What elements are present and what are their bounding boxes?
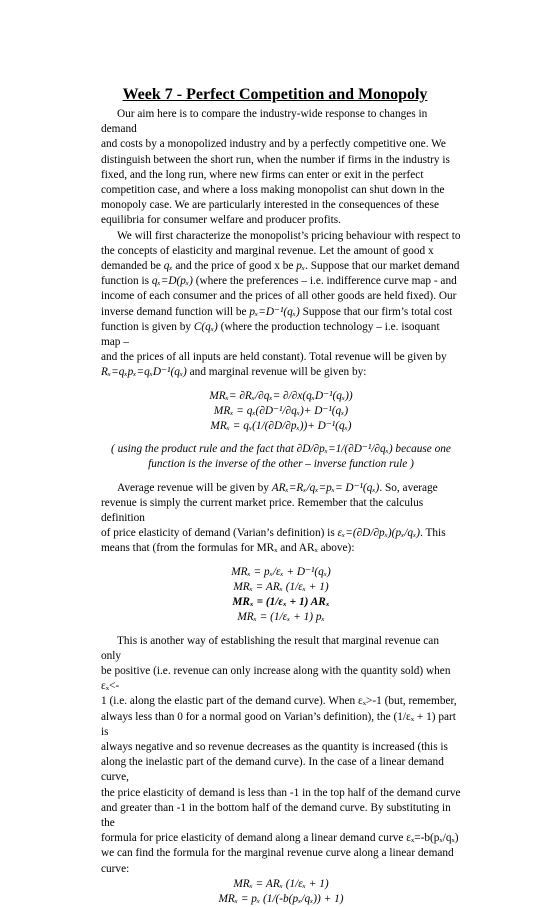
- text-line: we can find the formula for the marginal revenue curve along a linear demand: [101, 847, 454, 860]
- text-line: fixed, and the long run, where new firms can enter or exit in the perfect: [101, 168, 424, 181]
- text-line: the price elasticity of demand is less than -1 in the top half of the demand curve: [101, 786, 461, 799]
- text-line: of price elasticity of demand (Varian’s definition) is εₓ=(∂D/∂pₓ)(pₓ/qₓ). This: [101, 527, 446, 540]
- monopoly-paragraph: [101, 229, 461, 381]
- text-line: demanded be qₓ and the price of good x be pₓ. Suppose that our market demand: [101, 260, 460, 273]
- text-line: Our aim here is to compare the industry-wide response to changes in demand: [101, 108, 428, 136]
- marginal-revenue-equations: [101, 389, 461, 435]
- text-line: income of each consumer and the prices of all other goods are held fixed). Our: [101, 290, 457, 303]
- text-line: formula for price elasticity of demand along a linear demand curve εₓ=-b(pₓ/qₓ): [101, 832, 459, 845]
- average-revenue-paragraph: [101, 481, 461, 557]
- text-line: and costs by a monopolized industry and by a perfectly competitive one. We: [101, 138, 446, 151]
- text-line: inverse demand function will be pₓ=D⁻¹(qₓ) Suppose that our firm’s total cost: [101, 305, 453, 318]
- text-line: along the inelastic part of the demand curve). In the case of a linear demand curve,: [101, 756, 444, 784]
- note-line: function is the inverse of the other – inverse function rule ): [148, 458, 414, 471]
- inverse-rule-note: [101, 442, 461, 472]
- text-line: equilibria for consumer welfare and producer profits.: [101, 214, 341, 227]
- text-line: be positive (i.e. revenue can only increase along with the quantity sold) when εₓ<-: [101, 664, 451, 693]
- equation: MRₓ = (1/εₓ + 1) pₓ: [237, 611, 325, 624]
- text-line: Average revenue will be given by ARₓ=Rₓ/qₓ=pₓ= D⁻¹(qₓ). So, average: [117, 481, 438, 494]
- text-line: means that (from the formulas for MRₓ and ARₓ above):: [101, 542, 355, 555]
- equation: MRₓ = ARₓ (1/εₓ + 1): [233, 877, 329, 890]
- text-line: always less than 0 for a normal good on Varian’s definition), the (1/εₓ + 1) part is: [101, 710, 456, 738]
- text-line: 1 (i.e. along the elastic part of the demand curve). When εₓ>-1 (but, remember,: [101, 695, 457, 708]
- text-line: function is given by C(qₓ) (where the production technology – i.e. isoquant map –: [101, 320, 440, 349]
- text-line: curve:: [101, 862, 130, 875]
- equation: MRₓ = pₓ/εₓ + D⁻¹(qₓ): [231, 565, 331, 578]
- equation: MRₓ = qₓ(1/(∂D/∂pₓ))+ D⁻¹(qₓ): [210, 420, 352, 433]
- text-line: This is another way of establishing the result that marginal revenue can only: [101, 634, 439, 662]
- text-line: Rₓ=qₓpₓ=qₓD⁻¹(qₓ) and marginal revenue will be given by:: [101, 366, 367, 379]
- text-line: monopoly case. We are particularly interested in the consequences of these: [101, 199, 439, 212]
- equation: MRₓ = pₓ (1/(-b(pₓ/qₓ)) + 1): [218, 892, 344, 905]
- text-line: function is qₓ=D(pₓ) (where the preferences – i.e. indifference curve map - and: [101, 275, 457, 288]
- document-body: [101, 107, 461, 907]
- intro-paragraph: [101, 107, 461, 229]
- elasticity-equations: [101, 565, 461, 626]
- equation: MRₓ= ∂Rₓ/∂qₓ= ∂/∂x(qₓD⁻¹(qₓ)): [209, 389, 353, 402]
- text-line: and greater than -1 in the bottom half of the demand curve. By substituting in the: [101, 801, 451, 829]
- equation: MRₓ = ARₓ (1/εₓ + 1): [233, 580, 329, 593]
- equation: MRₓ = qₓ(∂D⁻¹/∂qₓ)+ D⁻¹(qₓ): [213, 404, 349, 417]
- page-title: Week 7 - Perfect Competition and Monopoly: [122, 86, 428, 103]
- text-line: always negative and so revenue decreases as the quantity is increased (this is: [101, 740, 448, 753]
- text-line: distinguish between the short run, when the number if firms in the industry is: [101, 153, 450, 166]
- text-line: the concepts of elasticity and marginal revenue. Let the amount of good x: [101, 244, 434, 257]
- linear-demand-equations: [101, 877, 461, 907]
- equation: MRₓ = (1/εₓ + 1) ARₓ: [232, 596, 330, 609]
- linear-demand-paragraph: [101, 634, 461, 877]
- text-line: and the prices of all inputs are held constant). Total revenue will be given by: [101, 351, 447, 364]
- note-line: ( using the product rule and the fact that ∂D/∂pₓ=1/(∂D⁻¹/∂qₓ) because one: [111, 443, 451, 456]
- text-line: We will first characterize the monopolist’s pricing behaviour with respect to: [117, 229, 461, 242]
- text-line: revenue is simply the current market price. Remember that the calculus definition: [101, 496, 424, 525]
- text-line: competition case, and where a loss making monopolist can shut down in the: [101, 184, 445, 197]
